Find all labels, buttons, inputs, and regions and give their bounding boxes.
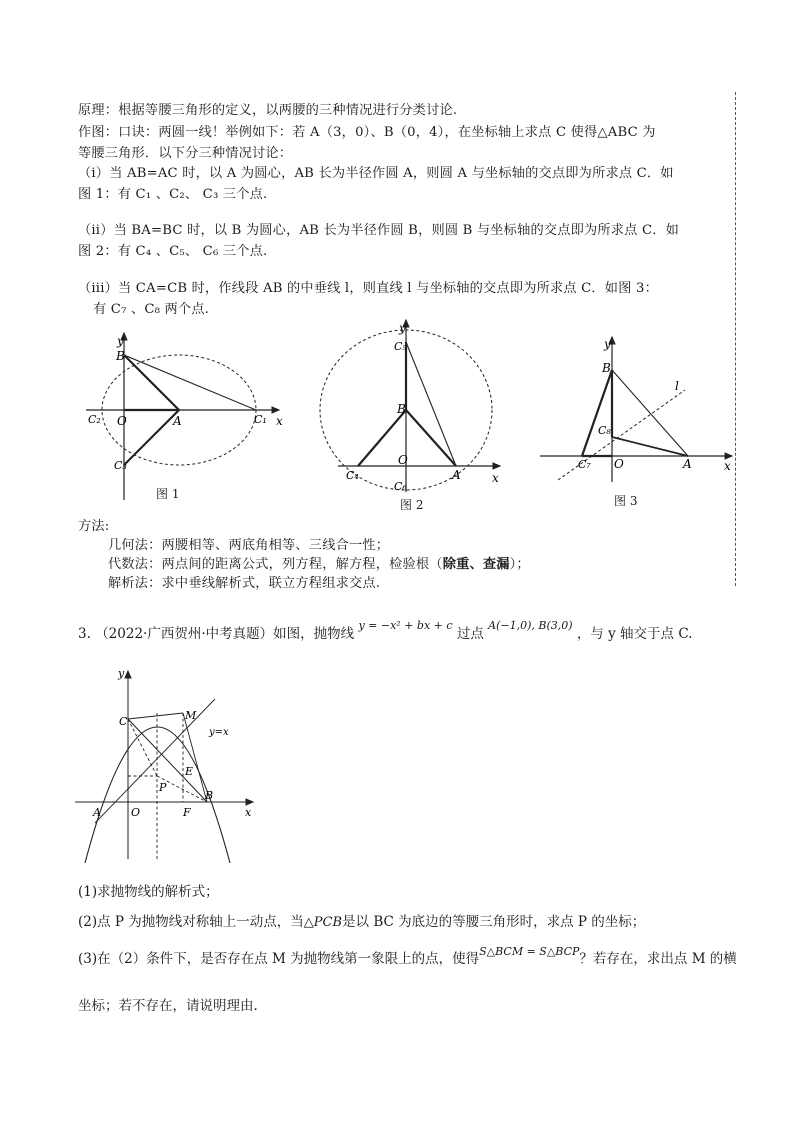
fig1-C1-label: C₁ [254, 413, 267, 426]
q-B-label: B [205, 789, 214, 802]
q-P-label: P [159, 781, 167, 794]
q-A-label: A [93, 806, 101, 819]
case-2-line: （ii）当 BA=BC 时，以 B 为圆心，AB 长为半径作圆 B，则圆 B 与坐标轴的交点即为所求点 C．如 [78, 223, 680, 238]
fig1-A-label: A [173, 414, 182, 428]
principle-line: 原理：根据等腰三角形的定义，以两腰的三种情况进行分类讨论. [78, 103, 458, 118]
fig3-C7-label: C₇ [578, 458, 591, 471]
method-algebraic [108, 553, 530, 572]
case-2-line-2: 图 2：有 C₄ 、C₅、 C₆ 三个点. [78, 244, 268, 259]
case-3-line-2: 有 C₇ 、C₈ 两个点. [93, 302, 210, 317]
part-2-text-2: 是以 BC 为底边的等腰三角形时，求点 P 的坐标； [342, 914, 646, 930]
q-y-label: y [118, 667, 125, 680]
figure-2 [318, 312, 508, 492]
question-part-3 [78, 947, 737, 967]
case-1-line-2: 图 1：有 C₁ 、C₂、 C₃ 三个点. [78, 187, 268, 202]
question-source: （2022·广西贺州·中考真题）如图，抛物线 [95, 626, 355, 642]
figure-1 [84, 325, 294, 505]
fig2-A-label: A [452, 468, 461, 482]
method-geometric: 几何法：两腰相等、两底角相等、三线合一性； [108, 538, 390, 553]
method-algebraic-bold: 除重、查漏 [442, 557, 510, 572]
given-points: A(−1,0), B(3,0) [488, 619, 573, 632]
fig1-x-label: x [276, 414, 283, 428]
question-through: 过点 [456, 626, 484, 642]
fig1-C2-label: C₂ [88, 413, 101, 426]
fig2-C6-label: C₆ [394, 480, 407, 492]
case-3-line: （iii）当 CA=CB 时，作线段 AB 的中垂线 l，则直线 l 与坐标轴的交点即为所求点 C．如图 3： [78, 281, 658, 296]
q-E-label: E [185, 765, 194, 778]
fig1-C3-label: C₃ [114, 459, 127, 472]
question-part-2 [78, 910, 645, 930]
construction-line-2: 等腰三角形．以下分三种情况讨论： [78, 146, 293, 161]
question-number: 3. [78, 626, 91, 642]
parabola-figure [75, 663, 260, 863]
q-M-label: M [185, 709, 197, 722]
fig2-x-label: x [492, 471, 499, 485]
fig3-l-label: l [675, 379, 679, 393]
construction-line: 作图：口诀：两圆一线！举例如下：若 A（3，0）、B（0，4），在坐标轴上求点 C 使得△ABC 为 [78, 125, 656, 140]
question-tail: ，与 y 轴交于点 C. [576, 626, 693, 642]
fig3-y-label: y [604, 337, 611, 351]
figure-3 [540, 332, 738, 492]
fig1-O-label: O [117, 414, 127, 428]
method-title: 方法: [78, 519, 110, 534]
fig2-y-label: y [399, 321, 406, 335]
part-3-text: (3)在（2）条件下，是否存在点 M 为抛物线第一象限上的点，使得 [78, 951, 480, 967]
fig3-C8-label: C₈ [598, 424, 611, 437]
figure-3-caption: 图 3 [614, 494, 638, 508]
question-part-3-continued: 坐标；若不存在，请说明理由. [78, 998, 258, 1014]
question-part-1: (1)求抛物线的解析式； [78, 884, 219, 900]
fig3-x-label: x [724, 459, 731, 473]
area-equation: S△BCM = S△BCP [479, 945, 580, 958]
method-algebraic-end: ）； [509, 557, 530, 572]
fig3-A-label: A [683, 457, 692, 471]
fig1-y-label: y [117, 334, 124, 348]
q-yx-label: y=x [209, 727, 229, 738]
fig2-O-label: O [398, 453, 408, 467]
fig2-C4-label: C₄ [346, 469, 359, 482]
parabola-equation: y = −x² + bx + c [358, 619, 453, 632]
part-2-triangle: △PCB [303, 915, 343, 930]
method-algebraic-text: 代数法：两点间的距离公式，列方程，解方程，检验根（ [108, 557, 443, 572]
fig2-C5-label: C₅ [394, 340, 407, 353]
part-3-text-2: ？若存在，求出点 M 的横 [579, 951, 737, 967]
q-F-label: F [183, 806, 191, 819]
fig1-B-label: B [116, 349, 125, 363]
part-2-text: (2)点 P 为抛物线对称轴上一动点，当 [78, 914, 304, 930]
method-analytic: 解析法：求中垂线解析式，联立方程组求交点. [108, 576, 381, 591]
q-C-label: C [119, 715, 128, 728]
question-3-stem [78, 619, 693, 642]
q-O-label: O [131, 806, 141, 819]
figure-2-caption: 图 2 [400, 498, 424, 512]
fig3-B-label: B [602, 361, 611, 375]
fig3-O-label: O [614, 457, 624, 471]
case-1-line: （i）当 AB=AC 时，以 A 为圆心，AB 长为半径作圆 A，则圆 A 与坐标轴的交点即为所求点 C．如 [78, 166, 674, 181]
fig2-B-label: B [397, 402, 406, 416]
figure-1-caption: 图 1 [156, 487, 180, 501]
q-x-label: x [245, 806, 252, 819]
